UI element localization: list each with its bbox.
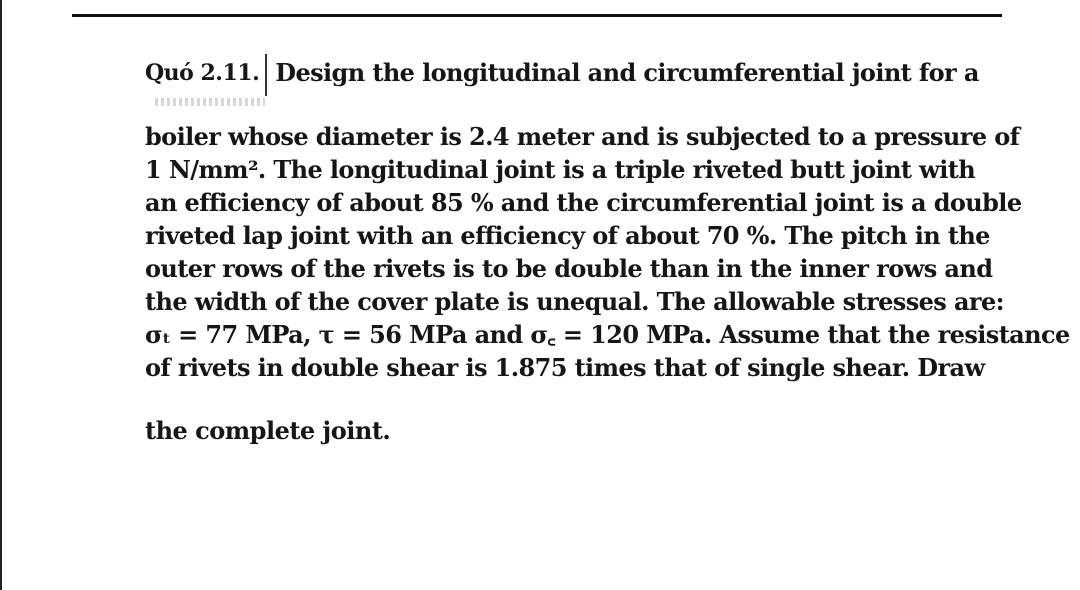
body-line-4: riveted lap joint with an efficiency of about 70 %. The pitch in the [145,221,990,250]
body-line-7: σₜ = 77 MPa, τ = 56 MPa and σ꜀ = 120 MPa. Assume that the resistance [145,320,1070,349]
question-header [145,54,979,96]
body-line-5: outer rows of the rivets is to be double than in the inner rows and [145,254,993,283]
faint-stamp-mark [155,98,265,106]
page-left-border [0,0,2,590]
body-line-1: boiler whose diameter is 2.4 meter and is subjected to a pressure of [145,122,1020,151]
question-number: Quó 2.11. [145,54,267,96]
body-line-6: the width of the cover plate is unequal. The allowable stresses are: [145,287,1004,316]
question-block [145,54,1070,445]
body-line-8: of rivets in double shear is 1.875 times that of single shear. Draw [145,353,985,382]
question-title-line: Design the longitudinal and circumferential joint for a [275,58,979,87]
top-horizontal-rule [72,14,1002,17]
body-line-2: 1 N/mm². The longitudinal joint is a triple riveted butt joint with [145,155,976,184]
closing-line: the complete joint. [145,416,391,445]
body-line-3: an efficiency of about 85 % and the circumferential joint is a double [145,188,1022,217]
